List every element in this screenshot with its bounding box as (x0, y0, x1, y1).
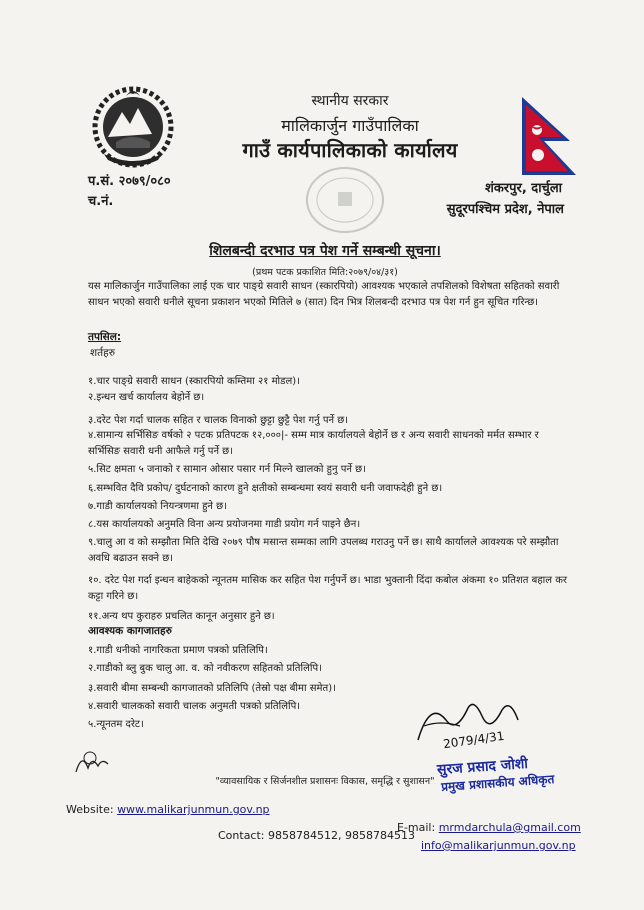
notice-body: यस मालिकार्जुन गाउँपालिका लाई एक चार पाङ्ग्रे सवारी साधन (स्कारपियो) आवश्यक भएकाले तपशिलको विशेषता सहितको सवारी साधन भएको सवारी धनीले सूचना प्रकाशन भएको मितिले ७ (सात) दिन भित्र शिलबन्दी दरभाउ पत्र पेश गर्न हुन सूचित गरिन्छ। (88, 281, 560, 308)
documents-heading: आवश्यक कागजातहरु (88, 625, 172, 637)
document-item: २.गाडीको ब्लु बुक चालु आ. व. को नवीकरण सहितको प्रतिलिपि। (88, 663, 322, 674)
email-link-secondary[interactable]: info@malikarjunmun.gov.np (421, 839, 576, 852)
condition-item: ५.सिट क्षमता ५ जनाको र सामान ओसार पसार गर्न मिल्ने खालको हुनु पर्ने छ। (88, 464, 366, 475)
nepal-emblem-icon (86, 82, 181, 170)
email-label: E-mail: (397, 821, 436, 834)
condition-item: ४.सामान्य सर्भिसिङ वर्षको २ पटक प्रतिपटक १२,०००|- सम्म मात्र कार्यालयले बेहोर्ने छ र अन्य सवारी साधनको मर्मत सम्भार र सर्भिसिङ सवारी धनी आफैले गर्नु पर्ने छ। (88, 430, 539, 457)
condition-item: ६.सम्भवित दैवि प्रकोप/ दुर्घटनाको कारण हुने क्षतीको सम्बन्धमा स्वयं सवारी धनी जवाफदेही हुने छ। (88, 483, 443, 494)
condition-item: ३.दरेट पेश गर्दा चालक सहित र चालक विनाको छुट्टा छुट्टै पेश गर्नु पर्ने छ। (88, 415, 349, 426)
document-item: ४.सवारी चालकको सवारी चालक अनुमती पत्रको प्रतिलिपि। (88, 701, 301, 712)
condition-item: ९.चालु आ व को सम्झौता मिति देखि २०७९ पौष मसान्त सम्मका लागि उपलब्ध गराउनु पर्ने छ। साथै कार्यालले आवश्यक परे सम्झौता अवधि बढाउन सक्ने छ। (88, 537, 559, 564)
document-item: ३.सवारी बीमा सम्बन्धी कागजातको प्रतिलिपि (तेस्रो पक्ष बीमा समेत)। (88, 683, 336, 694)
document-item: ५.न्यूनतम दरेट। (88, 719, 144, 730)
dispatch-number: च.नं. (88, 194, 114, 209)
signature-date: 2079/4/31 (442, 728, 506, 752)
published-date: (प्रथम पटक प्रकाशित मिति:२०७९/०४/३१) (252, 267, 398, 278)
footer-email (397, 821, 581, 834)
signatory-name: सुरज प्रसाद जोशी (436, 755, 529, 779)
header-office-name: गाउँ कार्यपालिकाको कार्यालय (242, 138, 458, 162)
condition-item: २.इन्धन खर्च कार्यालय बेहोर्ने छ। (88, 392, 205, 403)
document-item: १.गाडी धनीको नागरिकता प्रमाण पत्रको प्रतिलिपि। (88, 645, 268, 656)
office-stamp-seal (300, 160, 390, 240)
details-heading: तपसिल: (88, 331, 122, 343)
email-link-primary[interactable]: mrmdarchula@gmail.com (438, 821, 581, 834)
footer-website (66, 803, 270, 816)
condition-item: ८.यस कार्यालयको अनुमति विना अन्य प्रयोजनमा गाडी प्रयोग गर्न पाइने छैन। (88, 519, 361, 530)
condition-item: ७.गाडी कार्यालयको नियन्त्रणमा हुने छ। (88, 501, 227, 512)
footer-motto: "व्यावसायिक र सिर्जनशील प्रशासनः विकास, समृद्धि र सुशासन" (215, 776, 435, 787)
footer-contact: Contact: 9858784512, 9858784513 (218, 829, 415, 842)
header-local-government: स्थानीय सरकार (311, 93, 389, 109)
conditions-heading: शर्तहरु (90, 347, 115, 359)
reference-number: प.सं. २०७९/०८० (88, 174, 171, 189)
office-location: शंकरपुर, दार्चुला (484, 181, 562, 196)
website-link[interactable]: www.malikarjunmun.gov.np (117, 803, 270, 816)
header-municipality: मालिकार्जुन गाउँपालिका (281, 116, 419, 135)
condition-item: १०. दरेट पेश गर्दा इन्धन बाहेकको न्यूनतम मासिक कर सहित पेश गर्नुपर्ने छ। भाडा भुक्तानी दिंदा कबोल अंकमा १० प्रतिशत बहाल कर कट्टा गरिने छ। (88, 575, 567, 602)
condition-item: ११.अन्य थप कुराहरु प्रचलित कानून अनुसार हुने छ। (88, 611, 275, 622)
notice-title: शिलबन्दी दरभाउ पत्र पेश गर्ने सम्बन्धी सूचना। (209, 243, 441, 259)
website-label: Website: (66, 803, 114, 816)
footer-email-secondary (421, 839, 576, 852)
condition-item: १.चार पाङ्ग्रे सवारी साधन (स्कारपियो कम्तिमा २१ मोडल)। (88, 376, 300, 387)
nepal-flag-icon (520, 95, 580, 177)
office-province: सुदूरपश्चिम प्रदेश, नेपाल (446, 202, 564, 217)
signatory-title: प्रमुख प्रशासकीय अधिकृत (440, 772, 555, 794)
initial-mark (72, 748, 112, 778)
